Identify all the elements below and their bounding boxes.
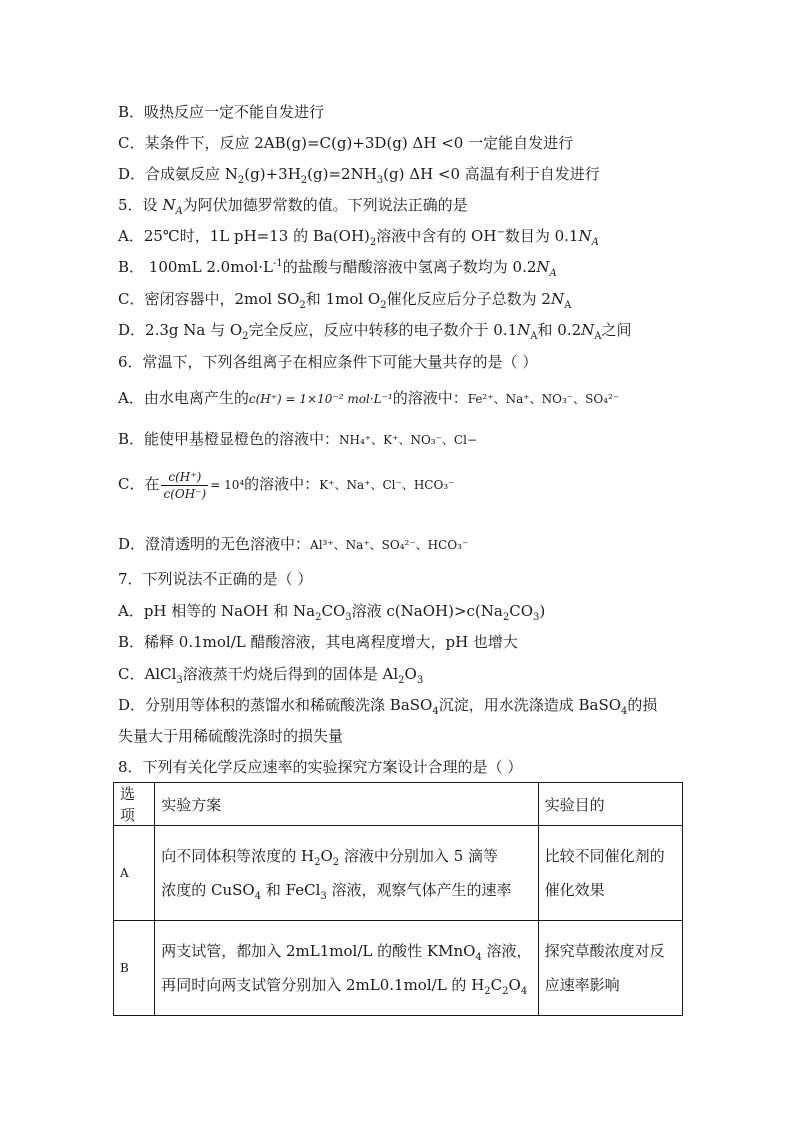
table-row [114, 921, 683, 1016]
q6-stem: 6．常温下，下列各组离子在相应条件下可能大量共存的是（ ） [118, 353, 538, 371]
q5-option-a: A．25℃时，1L pH=13 的 $Ba(OH)_2$溶液中含有的 OH−数目为 $0.1N_A$ [118, 227, 599, 248]
q7-option-d: D．分别用等体积的蒸馏水和稀硫酸洗涤 BaSO$_4$沉淀，用水洗涤造成 BaSO$_4$的损 [118, 696, 658, 717]
q6-option-d: D．澄清透明的无色溶液中：Al³⁺、Na⁺、SO₄²⁻、HCO₃⁻ [118, 535, 469, 553]
row-goal: 比较不同催化剂的 催化效果 [538, 826, 682, 921]
table-header-row [114, 783, 683, 826]
row-plan: 两支试管，都加入 2mL1mol/L 的酸性 KMnO$_4$ 溶液， 再同时向两支试管分别加入 2mL0.1mol/L 的 $H_2C_2O_4$ [155, 921, 538, 1016]
header-plan: 实验方案 [155, 783, 538, 826]
q4-option-d: D．合成氨反应 $N_2(g)+3H_2(g)=2NH_3(g)$ ΔH <0 高温有利于自发进行 [118, 165, 600, 186]
q7-option-b: B．稀释 0.1mol/L 醋酸溶液，其电离程度增大，pH 也增大 [118, 633, 518, 651]
row-goal: 探究草酸浓度对反 应速率影响 [538, 921, 682, 1016]
header-goal: 实验目的 [538, 783, 682, 826]
q6-option-b: B．能使甲基橙显橙色的溶液中：NH₄⁺、K⁺、NO₃⁻、Cl− [118, 430, 477, 448]
q5-stem: 5．设 $N_A$为阿伏加德罗常数的值。下列说法正确的是 [118, 196, 468, 217]
q4-option-b: B．吸热反应一定不能自发进行 [118, 103, 325, 121]
q5-option-b: B． 100mL $2.0mol\cdot L^{-1}$的盐酸与醋酸溶液中氢离子数均为 $0.2N_A$ [118, 258, 557, 279]
q7-option-d-continued: 失量大于用稀硫酸洗涤时的损失量 [118, 727, 344, 745]
table-row [114, 826, 683, 921]
q5-option-c: C．密闭容器中，2mol $SO_2$和 1mol $O_2$催化反应后分子总数为 $2N_A$ [118, 290, 572, 311]
row-option: B [114, 921, 155, 1016]
concentration-ratio-fraction: $\frac{c(H^+)}{c(OH^-)}$ [163, 469, 207, 501]
q5-option-d: D．2.3g Na 与 $O_2$完全反应，反应中转移的电子数介于 $0.1N_A$和 $0.2N_A$之间 [118, 321, 632, 342]
experiment-table [113, 782, 683, 1016]
q6-option-a: A．由水电离产生的c(H⁺) = 1×10⁻² mol·L⁻¹的溶液中：Fe²⁺、Na⁺、NO₃⁻、SO₄²⁻ [118, 389, 620, 407]
q7-option-c: C．AlCl$_3$溶液蒸干灼烧后得到的固体是 $Al_2O_3$ [118, 665, 424, 686]
q6-option-c: C．在 $\frac{c(H^+)}{c(OH^-)}$ = 10⁴的溶液中：K⁺、Na⁺、Cl⁻、HCO₃⁻ [118, 469, 455, 501]
q4-option-c: C．某条件下，反应 2AB(g)=C(g)+3D(g) ΔH <0 一定能自发进行 [118, 134, 574, 152]
q8-stem: 8．下列有关化学反应速率的实验探究方案设计合理的是（ ） [118, 758, 523, 776]
row-plan: 向不同体积等浓度的 $H_2O_2$ 溶液中分别加入 5 滴等 浓度的 CuSO$_4$ 和 FeCl$_3$ 溶液，观察气体产生的速率 [155, 826, 538, 921]
q7-stem: 7．下列说法不正确的是（ ） [118, 570, 313, 588]
q7-option-a: A．pH 相等的 NaOH 和 $Na_2CO_3$溶液 $c(NaOH)>c(Na_2CO_3)$ [118, 602, 546, 623]
row-option: A [114, 826, 155, 921]
header-option: 选项 [114, 783, 155, 826]
